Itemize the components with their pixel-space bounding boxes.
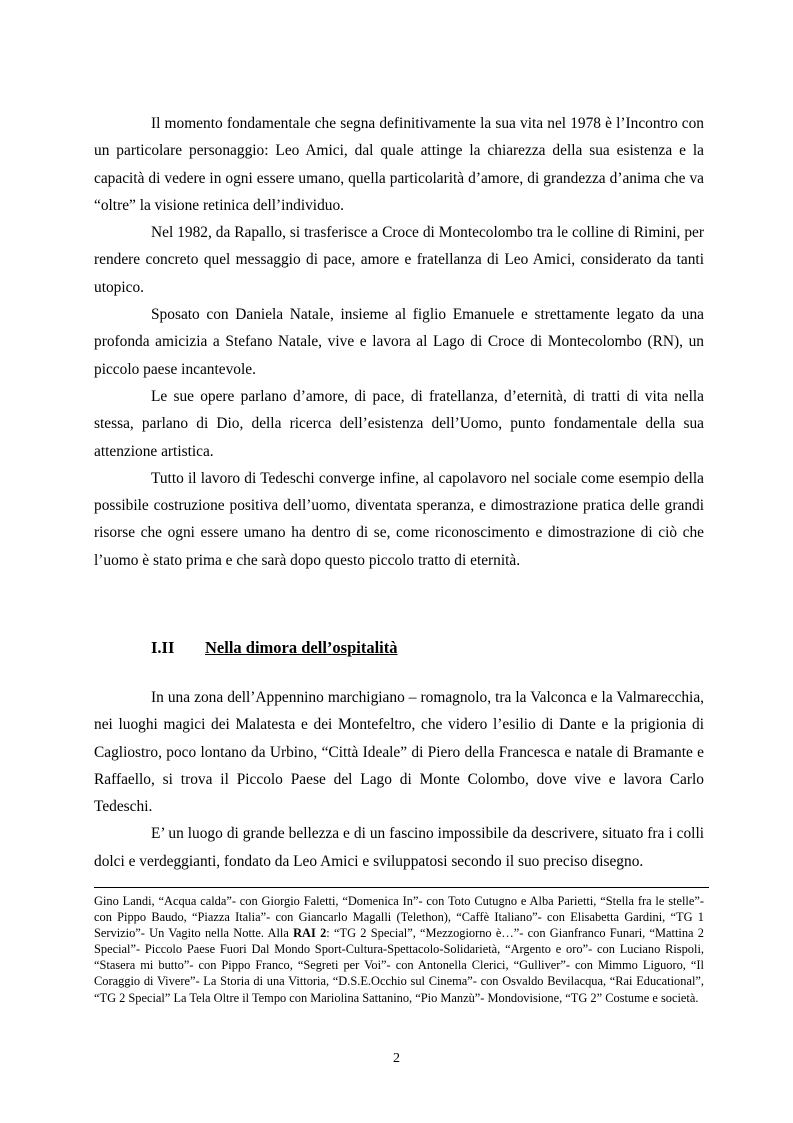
footnote-text-end: : “TG 2 Special”, “Mezzogiorno è…”- con Gianfranco Funari, “Mattina 2 Special”- Piccolo Paese Fuori Dal Mondo Sport-Cultura-Spettacolo-Solidarietà, “Argento e oro”- con Luciano Rispoli, “Stasera mi butto”- con Pippo Franco, “Segreti per Voi”- con Antonella Clerici, “Gulliver”- con Mimmo Liguoro, “Il Coraggio di Vivere”- La Storia di una Vittoria, “D.S.E.Occhio sul Cinema”- con Osvaldo Bevilacqua, “Rai Educational”, “TG 2 Special” La Tela Oltre il Tempo con Mariolina Sattanino, “Pio Manzù”- Mondovisione, “TG 2” Costume e società.: [94, 926, 704, 1005]
paragraph: Sposato con Daniela Natale, insieme al figlio Emanuele e strettamente legato da una profonda amicizia a Stefano Natale, vive e lavora al Lago di Croce di Montecolombo (RN), un piccolo paese incantevole.: [94, 306, 704, 378]
paragraph: E’ un luogo di grande bellezza e di un fascino impossibile da descrivere, situato fra i colli dolci e verdeggianti, fondato da Leo Amici e sviluppatosi secondo il suo preciso disegno.: [94, 825, 704, 870]
section-title: Nella dimora dell’ospitalità: [205, 638, 398, 657]
page-number: 2: [393, 1051, 400, 1066]
body-text: [94, 110, 704, 574]
footnote-divider: [94, 887, 709, 888]
footnote: [94, 893, 704, 1006]
footnote-bold-text: RAI 2: [293, 926, 327, 941]
paragraph: Il momento fondamentale che segna definitivamente la sua vita nel 1978 è l’Incontro con un particolare personaggio: Leo Amici, dal quale attinge la chiarezza della sua esistenza e la capacità di vedere in ogni essere umano, quella particolarità d’amore, di grandezza d’anima che va “oltre” la visione retinica dell’individuo.: [94, 115, 704, 214]
paragraph: Le sue opere parlano d’amore, di pace, di fratellanza, d’eternità, di tratti di vita nella stessa, parlano di Dio, della ricerca dell’esistenza dell’Uomo, punto fondamentale della sua attenzione artistica.: [94, 387, 704, 460]
section-heading: [151, 638, 398, 658]
paragraph: Nel 1982, da Rapallo, si trasferisce a Croce di Montecolombo tra le colline di Rimini, per rendere concreto quel messaggio di pace, amore e fratellanza di Leo Amici, considerato da tanti utopico.: [94, 224, 704, 296]
footnote-text-start: Gino Landi, “Acqua calda”- con Giorgio Faletti, “Domenica In”- con Toto Cutugno e Alba Parietti, “Stella fra le stelle”- con Pippo Baudo, “Piazza Italia”- con Giancarlo Magalli (Telethon), “Caffè Italiano”- con Elisabetta Gardini, “TG 1 Servizio”- Un Vagito nella Notte. Alla: [94, 894, 704, 941]
section-number: I.II: [151, 638, 175, 657]
paragraph: In una zona dell’Appennino marchigiano – romagnolo, tra la Valconca e la Valmarecchia, nei luoghi magici dei Malatesta e dei Montefeltro, che videro l’esilio di Dante e la prigionia di Cagliostro, poco lontano da Urbino, “Città Ideale” di Piero della Francesca e natale di Bramante e Raffaello, si trova il Piccolo Paese del Lago di Monte Colombo, dove vive e lavora Carlo Tedeschi.: [94, 689, 704, 816]
paragraph: Tutto il lavoro di Tedeschi converge infine, al capolavoro nel sociale come esempio della possibile costruzione positiva dell’uomo, diventata speranza, e dimostrazione pratica delle grandi risorse che ogni essere umano ha dentro di se, come riconoscimento e dimostrazione di ciò che l’uomo è stato prima e che sarà dopo questo piccolo tratto di eternità.: [94, 469, 704, 569]
section-body: [94, 684, 704, 875]
